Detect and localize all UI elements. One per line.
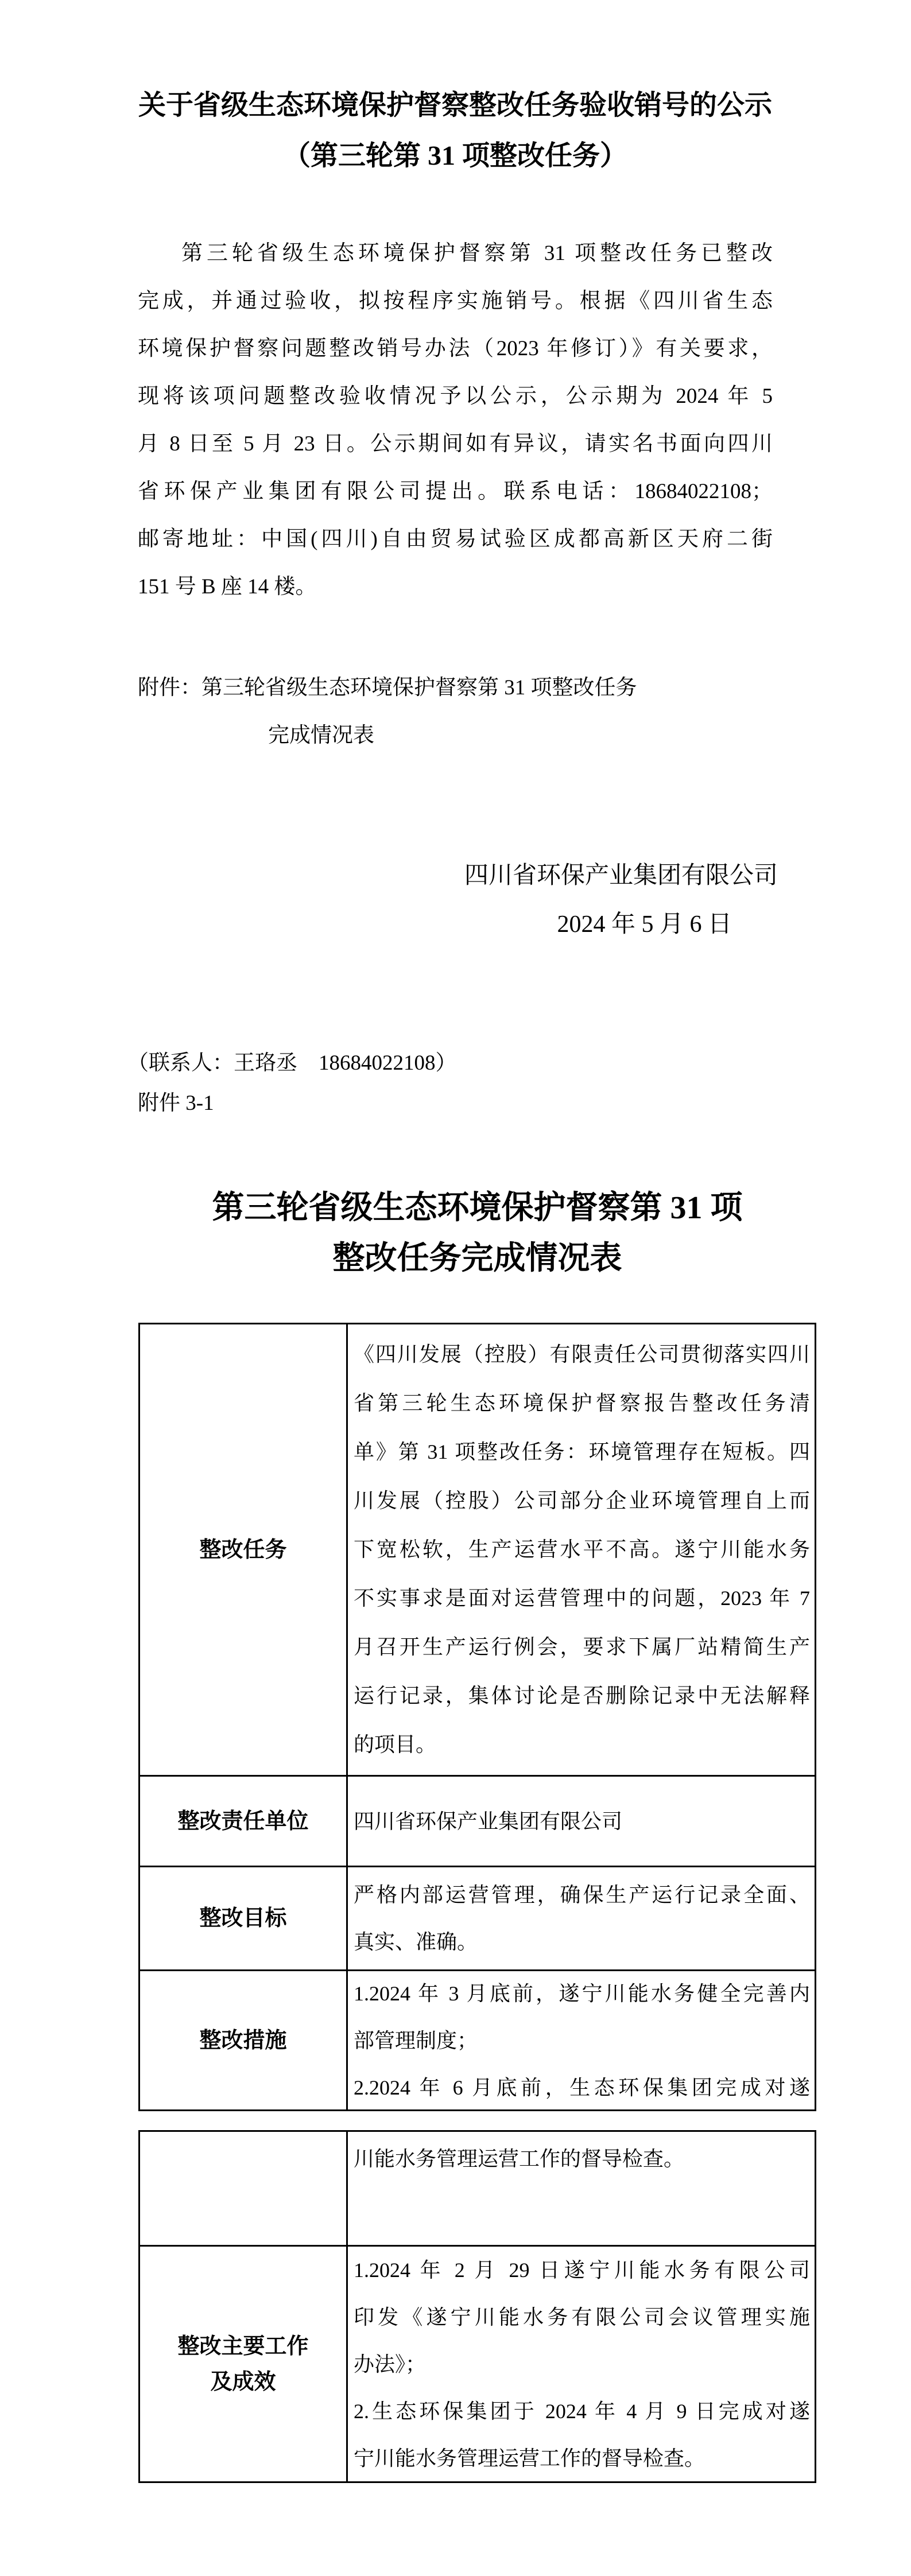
row-label-text: 整改任务	[199, 1537, 287, 1562]
table-row-work	[140, 2245, 815, 2481]
row-label-goal	[140, 1867, 348, 1969]
cell-line: 2.生态环保集团于 2024 年 4 月 9 日完成对遂	[354, 2399, 810, 2423]
table-row-unit	[140, 1775, 815, 1866]
completion-table-continued	[138, 2130, 816, 2483]
cell-line: 不实事求是面对运营管理中的问题，2023 年 7	[354, 1587, 810, 1610]
body-paragraph	[138, 230, 773, 611]
body-line: 月 8 日至 5 月 23 日。公示期间如有异议，请实名书面向四川	[138, 432, 773, 456]
completion-table	[138, 1323, 816, 2111]
cell-line: 办法》；	[354, 2352, 427, 2376]
cell-line: 的项目。	[354, 1733, 437, 1756]
row-cell-measure	[348, 1971, 815, 2109]
body-line: 环境保护督察问题整改销号办法（2023 年修订）》有关要求，	[138, 337, 773, 360]
cell-line: 1.2024 年 3 月底前，遂宁川能水务健全完善内	[354, 1981, 810, 2005]
cell-line: 2.2024 年 6 月底前，生态环保集团完成对遂	[354, 2076, 810, 2099]
table-row-task	[140, 1324, 815, 1775]
cell-line: 真实、准确。	[354, 1930, 478, 1953]
cell-line: 省第三轮生态环境保护督察报告整改任务清	[354, 1392, 810, 1415]
row-label-measure	[140, 1971, 348, 2109]
cell-line: 运行记录，集体讨论是否删除记录中无法解释	[354, 1684, 810, 1707]
cell-line: 《四川发展（控股）有限责任公司贯彻落实四川	[354, 1343, 810, 1366]
row-label-unit	[140, 1777, 348, 1866]
cell-line: 下宽松软，生产运营水平不高。遂宁川能水务	[354, 1538, 810, 1561]
document-title-line1: 关于省级生态环境保护督察整改任务验收销号的公示	[138, 90, 772, 121]
body-line: 第三轮省级生态环境保护督察第 31 项整改任务已整改	[181, 242, 773, 265]
cell-line: 单》第 31 项整改任务：环境管理存在短板。四	[354, 1440, 810, 1463]
row-label-work	[140, 2247, 348, 2481]
cell-line: 1.2024 年 2 月 29 日遂宁川能水务有限公司	[354, 2258, 810, 2282]
table-title-line1: 第三轮省级生态环境保护督察第 31 项	[212, 1190, 743, 1226]
document-title	[128, 80, 782, 181]
table-row-measure-continued	[140, 2132, 815, 2245]
row-label-empty	[140, 2132, 348, 2245]
cell-line: 严格内部运营管理，确保生产运行记录全面、	[354, 1883, 810, 1906]
attachment-note-line1: 附件：第三轮省级生态环境保护督察第 31 项整改任务	[138, 676, 637, 700]
table-row-goal	[140, 1866, 815, 1969]
cell-line: 月召开生产运行例会，要求下属厂站精简生产	[354, 1635, 810, 1658]
row-label-text: 整改措施	[199, 2028, 287, 2053]
row-cell-task	[348, 1324, 815, 1775]
attachment-label: 附件 3-1	[138, 1091, 214, 1115]
row-cell-goal	[348, 1867, 815, 1969]
table-title-line2: 整改任务完成情况表	[332, 1241, 622, 1276]
table-row-measure	[140, 1969, 815, 2109]
cell-line: 部管理制度；	[354, 2029, 478, 2052]
body-line: 现将该项问题整改验收情况予以公示，公示期为 2024 年 5	[138, 384, 773, 408]
body-line: 151 号 B 座 14 楼。	[138, 575, 317, 599]
document-title-line2: （第三轮第 31 项整改任务）	[282, 141, 627, 171]
body-line: 省环保产业集团有限公司提出。联系电话：18684022108；	[138, 480, 773, 503]
attachment-note	[138, 664, 773, 759]
attachment-note-line2: 完成情况表	[268, 724, 374, 747]
cell-line: 川能水务管理运营工作的督导检查。	[354, 2147, 685, 2170]
row-cell-work	[348, 2247, 815, 2481]
row-label-text: 整改主要工作	[177, 2334, 309, 2359]
cell-line: 印发《遂宁川能水务有限公司会议管理实施	[354, 2305, 810, 2329]
table-title	[138, 1183, 816, 1284]
row-cell-measure-continued	[348, 2132, 815, 2245]
cell-line: 四川省环保产业集团有限公司	[354, 1809, 623, 1833]
body-line: 完成，并通过验收，拟按程序实施销号。根据《四川省生态	[138, 289, 773, 313]
body-line: 邮寄地址：中国(四川)自由贸易试验区成都高新区天府二街	[138, 527, 773, 551]
cell-line: 川发展（控股）公司部分企业环境管理自上而	[354, 1489, 810, 1512]
row-label-text: 整改责任单位	[177, 1809, 309, 1833]
row-label-text: 整改目标	[199, 1906, 287, 1930]
contact-line: （联系人：王珞丞 18684022108）	[127, 1051, 457, 1075]
signature-date: 2024 年 5 月 6 日	[557, 911, 732, 938]
signature-company: 四川省环保产业集团有限公司	[464, 862, 778, 889]
row-label-task	[140, 1324, 348, 1775]
row-label-text: 及成效	[210, 2369, 276, 2394]
cell-line: 宁川能水务管理运营工作的督导检查。	[354, 2446, 705, 2470]
row-cell-unit	[348, 1777, 815, 1866]
